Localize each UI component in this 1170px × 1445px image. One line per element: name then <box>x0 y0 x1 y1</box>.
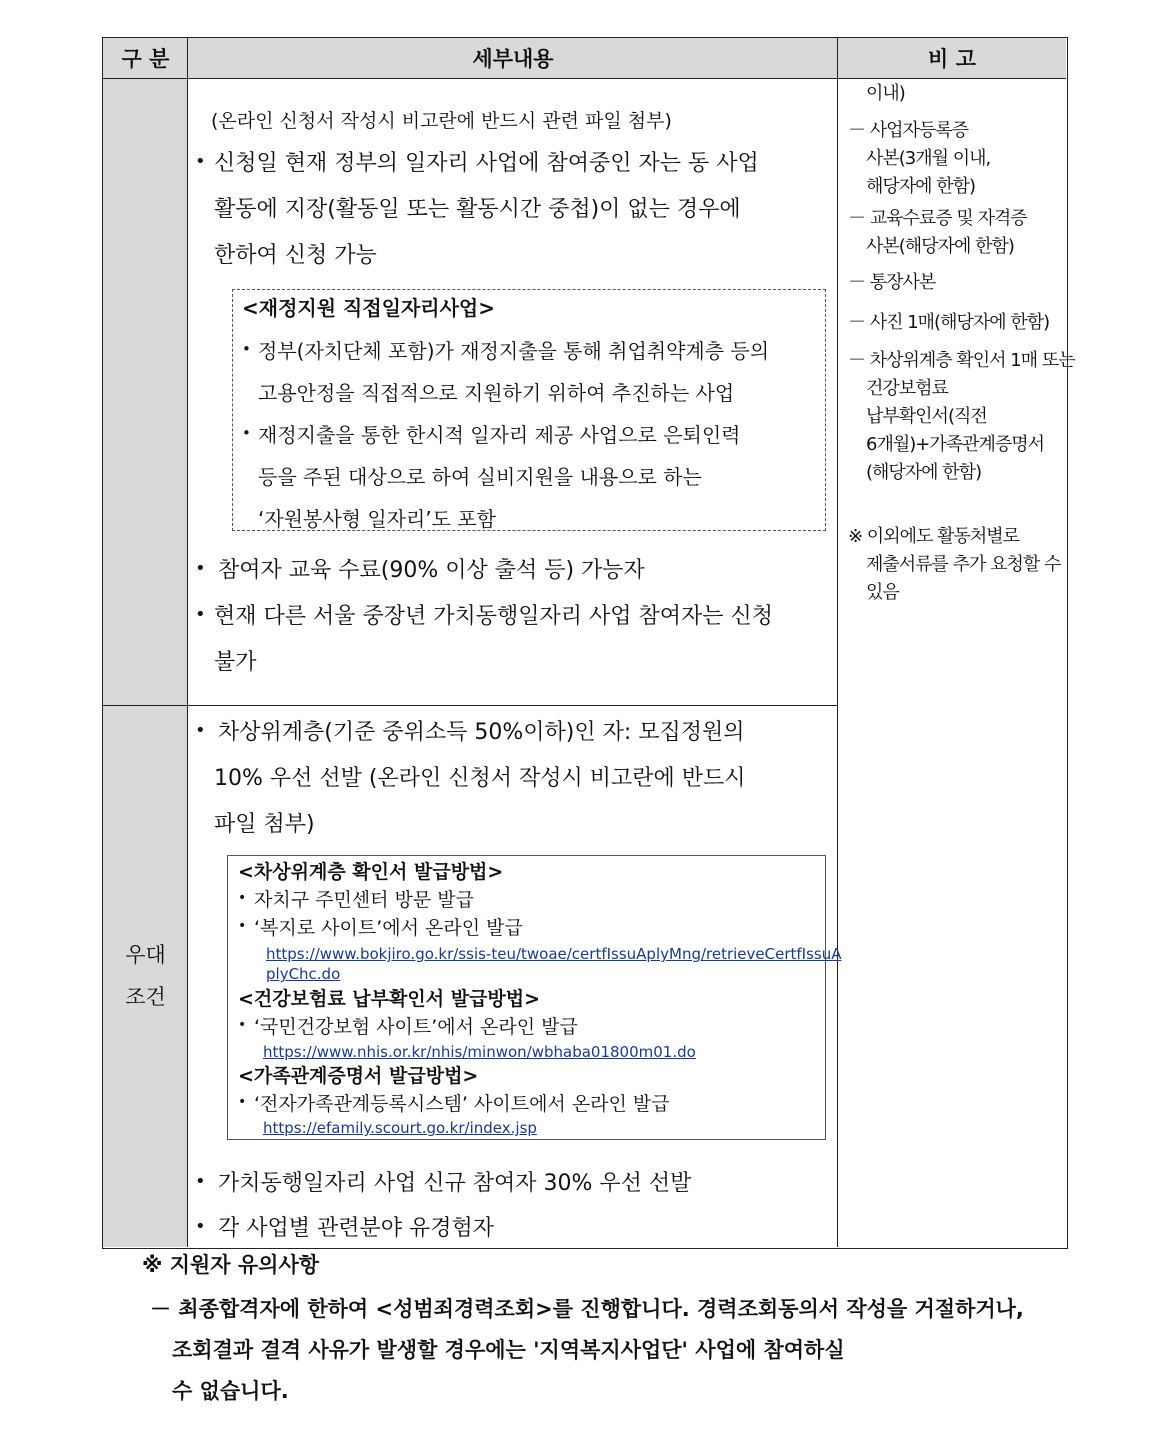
header-remarks: 비 고 <box>838 38 1066 79</box>
bullet-text: 활동에 지장(활동일 또는 활동시간 중첩)이 없는 경우에 <box>214 197 741 222</box>
box-text: 고용안정을 직접적으로 지원하기 위하여 추진하는 사업 <box>258 381 735 405</box>
bokjiro-link[interactable]: https://www.bokjiro.go.kr/ssis-teu/twoae/certfIssuAplyMng/retrieveCertfIssuA <box>266 945 842 963</box>
box-text: 정부(자치단체 포함)가 재정지출을 통해 취업취약계층 등의 <box>258 339 770 363</box>
bullet-text: 현재 다른 서울 중장년 가치동행일자리 사업 참여자는 신청 <box>214 604 774 629</box>
bullet-text: 신청일 현재 정부의 일자리 사업에 참여중인 자는 동 사업 <box>214 151 759 176</box>
box-title: <차상위계층 확인서 발급방법> <box>238 861 504 883</box>
footer-line: － 최종합격자에 한하여 <성범죄경력조회>를 진행합니다. 경력조회동의서 작성을 거절하거나, <box>150 1297 1024 1321</box>
remark-text: 건강보험료 <box>866 378 948 399</box>
footer-line: 조회결과 결격 사유가 발생할 경우에는 '지역복지사업단' 사업에 참여하실 <box>172 1338 845 1362</box>
box-text: ‘복지로 사이트’에서 온라인 발급 <box>254 917 523 939</box>
bullet-dot: • <box>195 720 206 741</box>
label-line: 우대 <box>125 943 166 967</box>
box-title: <재정지원 직접일자리사업> <box>242 296 495 320</box>
bullet-text: 차상위계층(기준 중위소득 50%이하)인 자: 모집정원의 <box>218 720 745 745</box>
header-details: 세부내용 <box>188 38 838 79</box>
column-divider <box>837 38 838 1247</box>
bullet-dot: • <box>195 558 206 579</box>
remark-text: － 교육수료증 및 자격증 <box>848 208 1027 229</box>
bullet-dot: • <box>195 1216 206 1237</box>
remark-text: － 통장사본 <box>848 272 936 293</box>
remark-text: 사본(3개월 이내, <box>866 148 991 169</box>
bokjiro-link[interactable]: plyChc.do <box>266 965 341 983</box>
intro-line: (온라인 신청서 작성시 비고란에 반드시 관련 파일 첨부) <box>211 110 672 132</box>
bullet-text: 참여자 교육 수료(90% 이상 출석 등) 가능자 <box>218 558 645 583</box>
remark-text: 사본(해당자에 한함) <box>866 236 1014 257</box>
header-category: 구 분 <box>103 38 188 79</box>
bullet-dot: • <box>238 1017 247 1033</box>
bullet-dot: • <box>238 890 247 906</box>
bullet-text: 파일 첨부) <box>214 812 315 837</box>
bullet-text: 가치동행일자리 사업 신규 참여자 30% 우선 선발 <box>218 1171 692 1196</box>
bullet-text: 10% 우선 선발 (온라인 신청서 작성시 비고란에 반드시 <box>214 766 746 791</box>
row-divider <box>103 705 838 706</box>
remark-text: 이내) <box>866 83 905 104</box>
remark-text: 납부확인서(직전 <box>866 406 987 427</box>
remark-text: 해당자에 한함) <box>866 176 976 197</box>
box-text: ‘자원봉사형 일자리’도 포함 <box>258 507 496 531</box>
footer-title: ※ 지원자 유의사항 <box>142 1253 320 1277</box>
footer-line: 수 없습니다. <box>172 1379 289 1403</box>
efamily-link[interactable]: https://efamily.scourt.go.kr/index.jsp <box>263 1119 537 1137</box>
preferential-conditions-label <box>103 934 188 1018</box>
box-title: <건강보험료 납부확인서 발급방법> <box>238 988 541 1010</box>
label-line: 조건 <box>125 985 166 1009</box>
remark-text: (해당자에 한함) <box>866 462 982 483</box>
box-text: 자치구 주민센터 방문 발급 <box>254 889 475 911</box>
nhis-link[interactable]: https://www.nhis.or.kr/nhis/minwon/wbhaba01800m01.do <box>263 1043 696 1061</box>
box-text: ‘국민건강보험 사이트’에서 온라인 발급 <box>254 1016 578 1038</box>
bullet-dot: • <box>238 918 247 934</box>
remark-text: － 사업자등록증 <box>848 120 969 141</box>
remark-text: 제출서류를 추가 요청할 수 <box>866 554 1061 575</box>
bullet-text: 각 사업별 관련분야 유경험자 <box>218 1216 495 1241</box>
remark-text: － 사진 1매(해당자에 한함) <box>848 312 1050 333</box>
bullet-dot: • <box>195 1171 206 1192</box>
bullet-dot: • <box>242 340 251 358</box>
remark-text: 있음 <box>866 582 899 603</box>
remark-text: ※ 이외에도 활동처별로 <box>848 526 1020 547</box>
box-text: ‘전자가족관계등록시스템’ 사이트에서 온라인 발급 <box>254 1093 670 1115</box>
box-title: <가족관계증명서 발급방법> <box>238 1065 479 1087</box>
box-text: 등을 주된 대상으로 하여 실비지원을 내용으로 하는 <box>258 465 702 489</box>
bullet-dot: • <box>242 424 251 442</box>
info-box-direct-jobs <box>232 289 826 531</box>
box-text: 재정지출을 통한 한시적 일자리 제공 사업으로 은퇴인력 <box>258 423 741 447</box>
bullet-text: 한하여 신청 가능 <box>214 243 377 268</box>
bullet-dot: • <box>195 604 206 625</box>
bullet-dot: • <box>195 151 206 172</box>
bullet-text: 불가 <box>214 650 257 675</box>
column-divider <box>187 38 188 1247</box>
category-column <box>103 79 188 1247</box>
remark-text: － 차상위계층 확인서 1매 또는 <box>848 350 1075 371</box>
bullet-dot: • <box>238 1094 247 1110</box>
remark-text: 6개월)+가족관계증명서 <box>866 434 1045 455</box>
